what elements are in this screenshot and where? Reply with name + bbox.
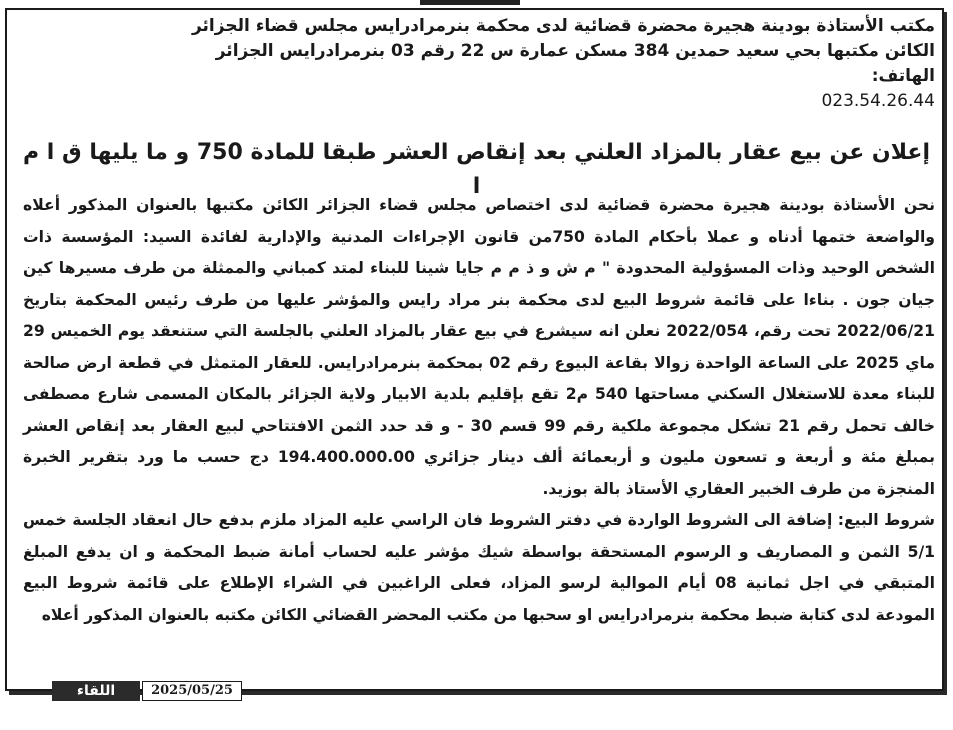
notice-paragraph-conditions: شروط البيع: إضافة الى الشروط الواردة في دفتر الشروط فان الراسي عليه المزاد ملزم بدفع حال انعقاد الجلسة خمس 5/1 الثمن و المصاريف و الرسوم المستحقة بواسطة شيك مؤشر عليه لحساب أمانة ضبط المحكمة و ان يدفع المبلغ المتبقي في اجل ثمانية 08 أيام الموالية لرسو المزاد، فعلى الراغبين في الشراء الإطلاع على قائمة شروط البيع المودعة لدى كتابة ضبط محكمة بنرمرادرايس او سحبها من مكتب المحضر القضائي الكائن مكتبه بالعنوان المذكور أعلاه — [23, 511, 935, 624]
office-address: الكائن مكتبها بحي سعيد حمدين 384 مسكن عمارة س 22 رقم 03 بنرمرادرايس الجزائر — [215, 41, 935, 61]
office-phone-row — [35, 64, 935, 114]
top-edge-mark — [420, 0, 520, 5]
publication-date: 2025/05/25 — [142, 681, 242, 701]
publication-name: اللقاء — [52, 681, 140, 701]
phone-label: الهاتف: — [871, 66, 935, 86]
notice-body — [23, 190, 935, 631]
office-line-1: مكتب الأستاذة بودينة هجيرة محضرة قضائية لدى محكمة بنرمرادرايس مجلس قضاء الجزائر — [191, 16, 935, 36]
office-header — [35, 14, 935, 114]
notice-paragraph-main: نحن الأستاذة بودينة هجيرة محضرة قضائية لدى اختصاص مجلس قضاء الجزائر الكائن مكتبها بالعنوان المذكور أعلاه والواضعة ختمها أدناه و عملا بأحكام المادة 750من قانون الإجراءات المدنية والإدارية لفائدة السيد: المؤسسة ذات الشخص الوحيد وذات المسؤولية المحدودة " م ش و ذ م م جايا شينا للبناء لمتد كمباني والممثلة من طرف مسيرها كين جيان جون . بناءا على قائمة شروط البيع لدى محكمة بنر مراد رايس والمؤشر عليها من طرف رئيس المحكمة بتاريخ 2022/06/21 تحت رقم، 2022/054 نعلن انه سيشرع في بيع عقار بالمزاد العلني بالجلسة التي ستنعقد يوم الخميس 29 ماي 2025 على الساعة الواحدة زوالا بقاعة البيوع رقم 02 بمحكمة بنرمرادرايس. للعقار المتمثل في قطعة ارض صالحة للبناء معدة للاستغلال السكني مساحتها 540 م2 تقع بإقليم بلدية الابيار ولاية الجزائر بالمكان المسمى شارع مصطفى خالف تحمل رقم 21 تشكل مجموعة ملكية رقم 99 قسم 30 - و قد حدد الثمن الافتتاحي لبيع العقار بعد إنقاص العشر بمبلغ مئة و أربعة و تسعون مليون و أربعمائة ألف دينار جزائري 194.400.000.00 دج حسب ما ورد بتقرير الخبرة المنجزة من طرف الخبير العقاري الأستاذ بالة بوزيد. — [23, 196, 935, 498]
phone-number: 023.54.26.44 — [821, 91, 935, 111]
notice-title: إعلان عن بيع عقار بالمزاد العلني بعد إنقاص العشر طبقا للمادة 750 و ما يليها ق ا م ا — [23, 140, 930, 199]
